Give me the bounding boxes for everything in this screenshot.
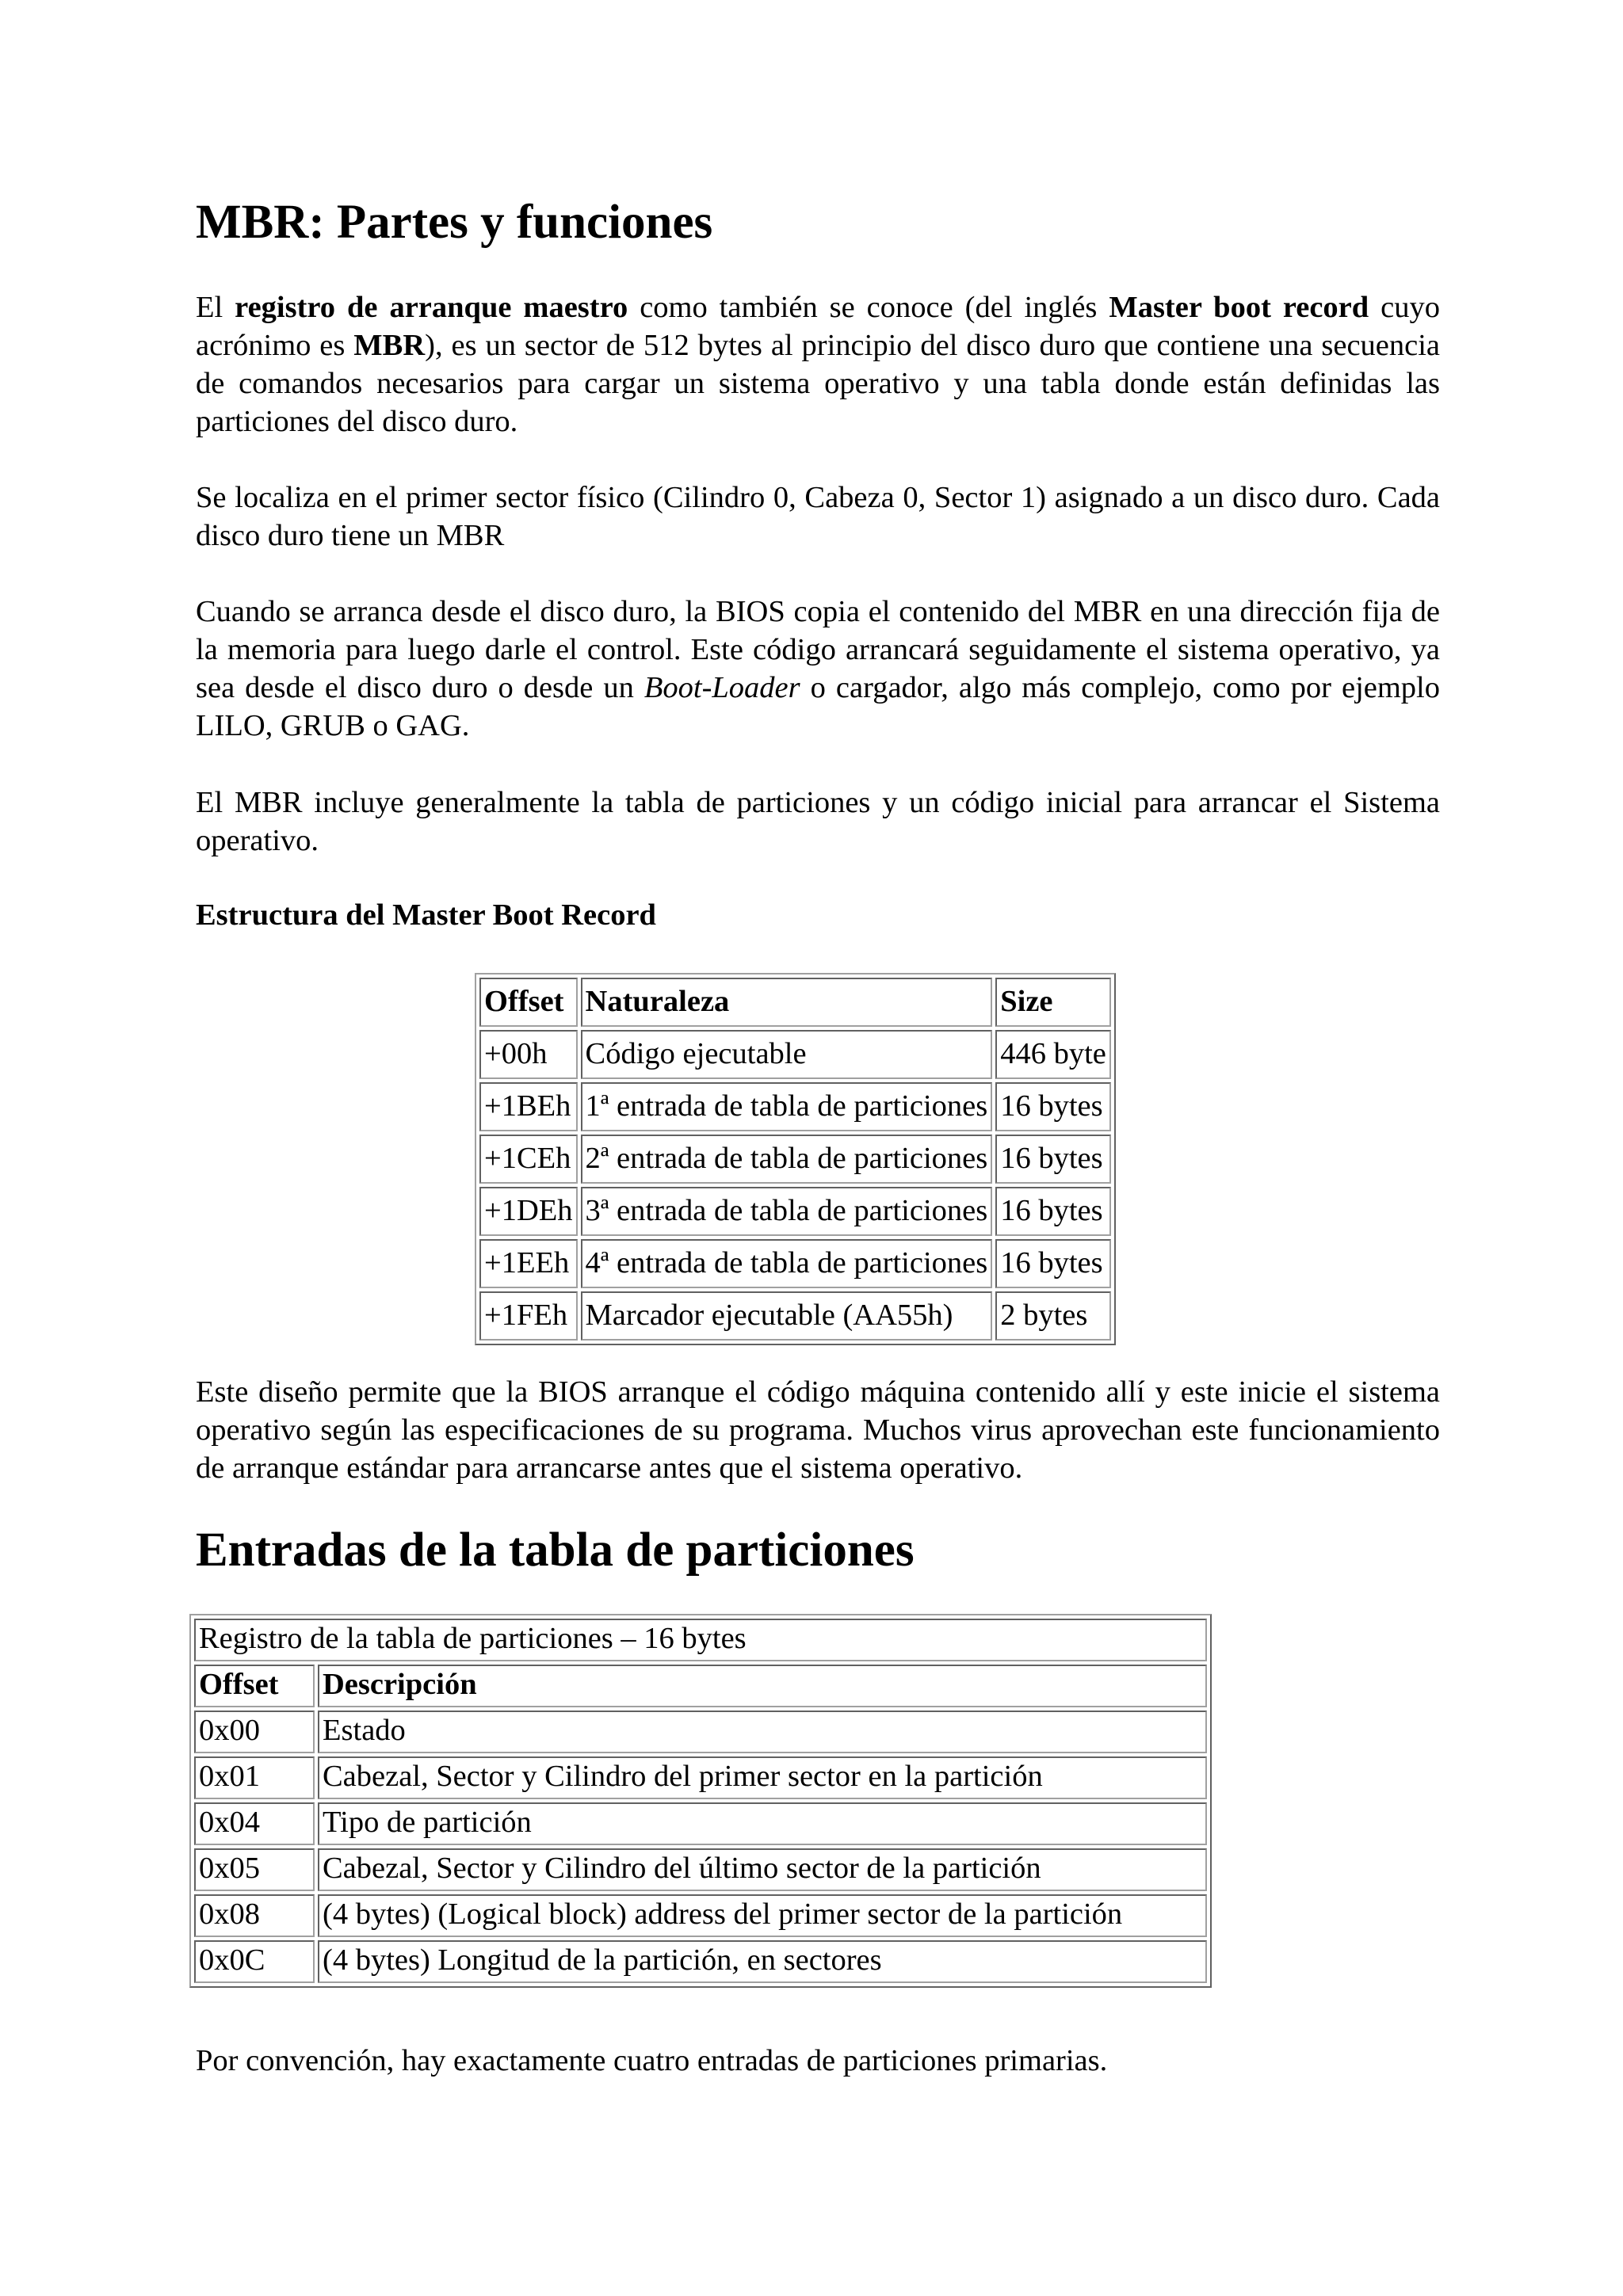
cell-offset: +1CEh: [479, 1135, 578, 1184]
cell-offset: 0x05: [194, 1848, 315, 1891]
cell-offset: 0x00: [194, 1711, 315, 1753]
table-row: [479, 1239, 1111, 1288]
paragraph-convention: Por convención, hay exactamente cuatro entradas de particiones primarias.: [196, 2044, 1108, 2077]
section-title-partitions: Entradas de la tabla de particiones: [196, 1524, 915, 1577]
table-caption-row: [194, 1619, 1207, 1661]
paragraph-location: Se localiza en el primer sector físico (Cilindro 0, Cabeza 0, Sector 1) asignado a un disco duro. Cada disco duro tiene un MBR: [196, 481, 1440, 552]
table-row: [194, 1711, 1207, 1753]
cell-descripcion: (4 bytes) (Logical block) address del primer sector de la partición: [318, 1894, 1207, 1937]
header-size: Size: [995, 978, 1111, 1027]
cell-offset: 0x0C: [194, 1940, 315, 1983]
cell-descripcion: Estado: [318, 1711, 1207, 1753]
table-header-row: [479, 978, 1111, 1027]
cell-naturaleza: Código ejecutable: [581, 1030, 993, 1079]
header-offset: Offset: [479, 978, 578, 1027]
intro-text-2: como también se conoce (del inglés: [628, 291, 1109, 324]
cell-naturaleza: 4ª entrada de tabla de particiones: [581, 1239, 993, 1288]
cell-descripcion: (4 bytes) Longitud de la partición, en sectores: [318, 1940, 1207, 1983]
intro-text-4: ), es un sector de 512 bytes al principio del disco duro que contiene una secuencia de comandos necesarios para cargar un sistema operativo y una tabla donde están definidas las particiones del disco duro.: [196, 329, 1440, 438]
cell-offset: +1FEh: [479, 1291, 578, 1341]
table-row: [194, 1756, 1207, 1799]
cell-naturaleza: 1ª entrada de tabla de particiones: [581, 1082, 993, 1131]
cell-offset: +00h: [479, 1030, 578, 1079]
table-row: [479, 1082, 1111, 1131]
cell-descripcion: Tipo de partición: [318, 1802, 1207, 1845]
partition-entry-table: [189, 1614, 1212, 1988]
cell-size: 16 bytes: [995, 1135, 1111, 1184]
table-row: [194, 1940, 1207, 1983]
boot-italic-term: Boot-Loader: [643, 671, 800, 704]
cell-offset: +1BEh: [479, 1082, 578, 1131]
paragraph-design: Este diseño permite que la BIOS arranque el código máquina contenido allí y este inicie el sistema operativo según las especificaciones de su programa. Muchos virus aprovechan este funcionamiento de arranque estándar para arrancarse antes que el sistema operativo.: [196, 1375, 1440, 1485]
cell-size: 16 bytes: [995, 1082, 1111, 1131]
cell-descripcion: Cabezal, Sector y Cilindro del primer sector en la partición: [318, 1756, 1207, 1799]
table-row: [194, 1802, 1207, 1845]
table-row: [479, 1187, 1111, 1236]
cell-size: 2 bytes: [995, 1291, 1111, 1341]
cell-offset: 0x04: [194, 1802, 315, 1845]
intro-bold-term: registro de arranque maestro: [235, 291, 628, 324]
intro-bold-acronym: MBR: [353, 329, 426, 362]
cell-offset: 0x01: [194, 1756, 315, 1799]
table-header-row: [194, 1665, 1207, 1707]
boot-text-2: o cargador, algo más complejo, como por ejemplo LILO, GRUB o GAG.: [196, 671, 1440, 742]
header-descripcion: Descripción: [318, 1665, 1207, 1707]
table-row: [194, 1848, 1207, 1891]
header-naturaleza: Naturaleza: [581, 978, 993, 1027]
paragraph-boot: [196, 593, 1440, 745]
paragraph-intro: [196, 288, 1440, 441]
cell-naturaleza: 2ª entrada de tabla de particiones: [581, 1135, 993, 1184]
subheading-structure: Estructura del Master Boot Record: [196, 898, 656, 932]
table-row: [194, 1894, 1207, 1937]
cell-offset: 0x08: [194, 1894, 315, 1937]
cell-descripcion: Cabezal, Sector y Cilindro del último sector de la partición: [318, 1848, 1207, 1891]
cell-offset: +1EEh: [479, 1239, 578, 1288]
header-offset: Offset: [194, 1665, 315, 1707]
mbr-structure-table: [475, 973, 1116, 1345]
intro-text-1: El: [196, 291, 235, 324]
cell-size: 16 bytes: [995, 1239, 1111, 1288]
section-title-mbr: MBR: Partes y funciones: [196, 196, 713, 249]
intro-bold-english: Master boot record: [1109, 291, 1369, 324]
table-row: [479, 1030, 1111, 1079]
boot-text-1: Cuando se arranca desde el disco duro, la BIOS copia el contenido del MBR en una dirección fija de la memoria para luego darle el control. Este código arrancará seguidamente el sistema operativo, ya sea desde el disco duro o desde un: [196, 595, 1440, 704]
cell-size: 446 byte: [995, 1030, 1111, 1079]
intro-text-3: cuyo acrónimo es: [196, 291, 1440, 362]
cell-naturaleza: Marcador ejecutable (AA55h): [581, 1291, 993, 1341]
table-row: [479, 1135, 1111, 1184]
paragraph-includes: El MBR incluye generalmente la tabla de particiones y un código inicial para arrancar el Sistema operativo.: [196, 786, 1440, 857]
cell-size: 16 bytes: [995, 1187, 1111, 1236]
cell-naturaleza: 3ª entrada de tabla de particiones: [581, 1187, 993, 1236]
cell-offset: +1DEh: [479, 1187, 578, 1236]
table-row: [479, 1291, 1111, 1341]
table-caption: Registro de la tabla de particiones – 16 bytes: [194, 1619, 1207, 1661]
